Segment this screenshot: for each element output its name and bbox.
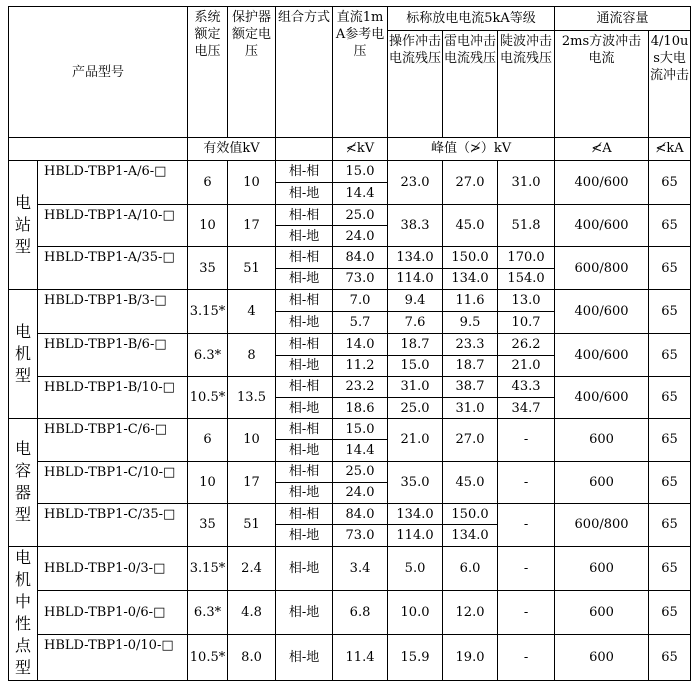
model-cell: HBLD-TBP1-0/6-□ bbox=[38, 590, 188, 634]
steep-cell: - bbox=[498, 635, 555, 681]
dc-ref-cell: 6.8 bbox=[333, 590, 388, 634]
steep-cell: - bbox=[498, 419, 555, 461]
square-wave-cell: 600/800 bbox=[555, 247, 649, 289]
big-current-cell: 65 bbox=[649, 546, 691, 590]
steep-cell: - bbox=[498, 504, 555, 546]
big-current-cell: 65 bbox=[649, 419, 691, 461]
square-wave-cell: 400/600 bbox=[555, 160, 649, 204]
system-voltage-cell: 6 bbox=[188, 160, 228, 204]
system-voltage-cell: 10.5* bbox=[188, 635, 228, 681]
header-flow-group: 通流容量 bbox=[555, 7, 691, 31]
category-motor-neutral: 电机中性点型 bbox=[9, 546, 38, 680]
combination-cell: 相-相 bbox=[276, 247, 333, 268]
steep-cell: 43.3 bbox=[498, 376, 555, 397]
big-current-cell: 65 bbox=[649, 160, 691, 204]
combination-cell: 相-相 bbox=[276, 289, 333, 311]
header-square-wave: 2ms方波冲击电流 bbox=[555, 31, 649, 138]
switching-cell: 23.0 bbox=[388, 160, 443, 204]
steep-cell: 170.0 bbox=[498, 247, 555, 268]
lightning-cell: 45.0 bbox=[443, 461, 498, 503]
switching-cell: 134.0 bbox=[388, 247, 443, 268]
combination-cell: 相-地 bbox=[276, 635, 333, 681]
combination-cell: 相-地 bbox=[276, 546, 333, 590]
lightning-cell: 150.0 bbox=[443, 247, 498, 268]
protector-voltage-cell: 10 bbox=[228, 419, 276, 461]
dc-ref-cell: 11.2 bbox=[333, 355, 388, 376]
lightning-cell: 12.0 bbox=[443, 590, 498, 634]
header-combination: 组合方式 bbox=[276, 7, 333, 138]
combination-cell: 相-相 bbox=[276, 504, 333, 525]
combination-cell: 相-相 bbox=[276, 461, 333, 482]
model-cell: HBLD-TBP1-C/6-□ bbox=[38, 419, 188, 461]
lightning-cell: 11.6 bbox=[443, 289, 498, 311]
switching-cell: 15.9 bbox=[388, 635, 443, 681]
model-cell: HBLD-TBP1-0/10-□ bbox=[38, 635, 188, 681]
switching-cell: 31.0 bbox=[388, 376, 443, 397]
dc-ref-cell: 25.0 bbox=[333, 461, 388, 482]
square-wave-cell: 600 bbox=[555, 461, 649, 503]
lightning-cell: 19.0 bbox=[443, 635, 498, 681]
combination-cell: 相-相 bbox=[276, 419, 333, 440]
steep-cell: 26.2 bbox=[498, 334, 555, 355]
system-voltage-cell: 10 bbox=[188, 205, 228, 247]
category-station: 电站型 bbox=[9, 160, 38, 289]
combination-cell: 相-地 bbox=[276, 397, 333, 418]
square-wave-cell: 600 bbox=[555, 419, 649, 461]
dc-ref-cell: 84.0 bbox=[333, 504, 388, 525]
lightning-cell: 31.0 bbox=[443, 397, 498, 418]
model-cell: HBLD-TBP1-A/6-□ bbox=[38, 160, 188, 204]
switching-cell: 114.0 bbox=[388, 525, 443, 546]
unit-peak: 峰值（≯）kV bbox=[388, 138, 555, 160]
protector-voltage-cell: 13.5 bbox=[228, 376, 276, 418]
protector-voltage-cell: 8.0 bbox=[228, 635, 276, 681]
steep-cell: 21.0 bbox=[498, 355, 555, 376]
dc-ref-cell: 24.0 bbox=[333, 226, 388, 247]
dc-ref-cell: 14.0 bbox=[333, 334, 388, 355]
big-current-cell: 65 bbox=[649, 590, 691, 634]
dc-ref-cell: 25.0 bbox=[333, 205, 388, 226]
model-cell: HBLD-TBP1-C/10-□ bbox=[38, 461, 188, 503]
square-wave-cell: 600 bbox=[555, 590, 649, 634]
lightning-cell: 23.3 bbox=[443, 334, 498, 355]
switching-cell: 35.0 bbox=[388, 461, 443, 503]
switching-cell: 9.4 bbox=[388, 289, 443, 311]
square-wave-cell: 400/600 bbox=[555, 289, 649, 333]
square-wave-cell: 600 bbox=[555, 635, 649, 681]
model-cell: HBLD-TBP1-0/3-□ bbox=[38, 546, 188, 590]
system-voltage-cell: 35 bbox=[188, 247, 228, 289]
combination-cell: 相-相 bbox=[276, 205, 333, 226]
square-wave-cell: 400/600 bbox=[555, 334, 649, 376]
unit-a: ≮A bbox=[555, 138, 649, 160]
spec-table bbox=[8, 6, 691, 681]
lightning-cell: 45.0 bbox=[443, 205, 498, 247]
big-current-cell: 65 bbox=[649, 461, 691, 503]
header-steep-residual: 陡波冲击电流残压 bbox=[498, 31, 555, 138]
combination-cell: 相-地 bbox=[276, 525, 333, 546]
square-wave-cell: 600/800 bbox=[555, 504, 649, 546]
big-current-cell: 65 bbox=[649, 205, 691, 247]
dc-ref-cell: 14.4 bbox=[333, 182, 388, 204]
lightning-cell: 9.5 bbox=[443, 312, 498, 334]
model-cell: HBLD-TBP1-C/35-□ bbox=[38, 504, 188, 546]
model-cell: HBLD-TBP1-A/10-□ bbox=[38, 205, 188, 247]
combination-cell: 相-地 bbox=[276, 482, 333, 503]
dc-ref-cell: 11.4 bbox=[333, 635, 388, 681]
dc-ref-cell: 23.2 bbox=[333, 376, 388, 397]
dc-ref-cell: 3.4 bbox=[333, 546, 388, 590]
header-lightning-residual: 雷电冲击电流残压 bbox=[443, 31, 498, 138]
system-voltage-cell: 10.5* bbox=[188, 376, 228, 418]
square-wave-cell: 400/600 bbox=[555, 376, 649, 418]
switching-cell: 134.0 bbox=[388, 504, 443, 525]
header-product-model: 产品型号 bbox=[9, 7, 188, 138]
category-motor: 电机型 bbox=[9, 289, 38, 418]
protector-voltage-cell: 17 bbox=[228, 461, 276, 503]
system-voltage-cell: 6.3* bbox=[188, 590, 228, 634]
combination-cell: 相-地 bbox=[276, 182, 333, 204]
dc-ref-cell: 73.0 bbox=[333, 525, 388, 546]
header-big-current: 4/10us大电流冲击 bbox=[649, 31, 691, 138]
unit-dc: ≮kV bbox=[333, 138, 388, 160]
protector-voltage-cell: 2.4 bbox=[228, 546, 276, 590]
big-current-cell: 65 bbox=[649, 376, 691, 418]
protector-voltage-cell: 17 bbox=[228, 205, 276, 247]
protector-voltage-cell: 4 bbox=[228, 289, 276, 333]
square-wave-cell: 600 bbox=[555, 546, 649, 590]
category-capacitor: 电容器型 bbox=[9, 419, 38, 546]
header-protector-voltage: 保护器额定电压 bbox=[228, 7, 276, 138]
model-cell: HBLD-TBP1-B/3-□ bbox=[38, 289, 188, 333]
big-current-cell: 65 bbox=[649, 635, 691, 681]
lightning-cell: 6.0 bbox=[443, 546, 498, 590]
big-current-cell: 65 bbox=[649, 334, 691, 376]
steep-cell: - bbox=[498, 461, 555, 503]
switching-cell: 38.3 bbox=[388, 205, 443, 247]
system-voltage-cell: 3.15* bbox=[188, 546, 228, 590]
dc-ref-cell: 24.0 bbox=[333, 482, 388, 503]
steep-cell: - bbox=[498, 590, 555, 634]
dc-ref-cell: 15.0 bbox=[333, 160, 388, 182]
dc-ref-cell: 73.0 bbox=[333, 268, 388, 289]
steep-cell: 34.7 bbox=[498, 397, 555, 418]
lightning-cell: 150.0 bbox=[443, 504, 498, 525]
unit-blank bbox=[9, 138, 188, 160]
protector-voltage-cell: 51 bbox=[228, 504, 276, 546]
lightning-cell: 27.0 bbox=[443, 160, 498, 204]
big-current-cell: 65 bbox=[649, 289, 691, 333]
protector-voltage-cell: 10 bbox=[228, 160, 276, 204]
steep-cell: 51.8 bbox=[498, 205, 555, 247]
square-wave-cell: 400/600 bbox=[555, 205, 649, 247]
steep-cell: 154.0 bbox=[498, 268, 555, 289]
steep-cell: 31.0 bbox=[498, 160, 555, 204]
unit-ka: ≮kA bbox=[649, 138, 691, 160]
system-voltage-cell: 3.15* bbox=[188, 289, 228, 333]
steep-cell: 10.7 bbox=[498, 312, 555, 334]
protector-voltage-cell: 8 bbox=[228, 334, 276, 376]
system-voltage-cell: 6.3* bbox=[188, 334, 228, 376]
unit-blank-combination bbox=[276, 138, 333, 160]
system-voltage-cell: 35 bbox=[188, 504, 228, 546]
system-voltage-cell: 6 bbox=[188, 419, 228, 461]
dc-ref-cell: 7.0 bbox=[333, 289, 388, 311]
protector-voltage-cell: 51 bbox=[228, 247, 276, 289]
steep-cell: - bbox=[498, 546, 555, 590]
header-dc-reference-voltage: 直流1mA参考电压 bbox=[333, 7, 388, 138]
combination-cell: 相-相 bbox=[276, 334, 333, 355]
switching-cell: 18.7 bbox=[388, 334, 443, 355]
model-cell: HBLD-TBP1-B/6-□ bbox=[38, 334, 188, 376]
combination-cell: 相-地 bbox=[276, 268, 333, 289]
lightning-cell: 38.7 bbox=[443, 376, 498, 397]
lightning-cell: 134.0 bbox=[443, 268, 498, 289]
protector-voltage-cell: 4.8 bbox=[228, 590, 276, 634]
combination-cell: 相-地 bbox=[276, 355, 333, 376]
switching-cell: 7.6 bbox=[388, 312, 443, 334]
switching-cell: 25.0 bbox=[388, 397, 443, 418]
lightning-cell: 134.0 bbox=[443, 525, 498, 546]
big-current-cell: 65 bbox=[649, 504, 691, 546]
dc-ref-cell: 15.0 bbox=[333, 419, 388, 440]
big-current-cell: 65 bbox=[649, 247, 691, 289]
combination-cell: 相-地 bbox=[276, 312, 333, 334]
combination-cell: 相-地 bbox=[276, 440, 333, 461]
header-switching-residual: 操作冲击电流残压 bbox=[388, 31, 443, 138]
system-voltage-cell: 10 bbox=[188, 461, 228, 503]
model-cell: HBLD-TBP1-A/35-□ bbox=[38, 247, 188, 289]
combination-cell: 相-地 bbox=[276, 226, 333, 247]
dc-ref-cell: 14.4 bbox=[333, 440, 388, 461]
dc-ref-cell: 5.7 bbox=[333, 312, 388, 334]
switching-cell: 5.0 bbox=[388, 546, 443, 590]
dc-ref-cell: 84.0 bbox=[333, 247, 388, 268]
switching-cell: 21.0 bbox=[388, 419, 443, 461]
combination-cell: 相-相 bbox=[276, 376, 333, 397]
combination-cell: 相-相 bbox=[276, 160, 333, 182]
combination-cell: 相-地 bbox=[276, 590, 333, 634]
header-nominal-group: 标称放电电流5kA等级 bbox=[388, 7, 555, 31]
lightning-cell: 18.7 bbox=[443, 355, 498, 376]
switching-cell: 114.0 bbox=[388, 268, 443, 289]
header-system-voltage: 系统额定电压 bbox=[188, 7, 228, 138]
model-cell: HBLD-TBP1-B/10-□ bbox=[38, 376, 188, 418]
switching-cell: 15.0 bbox=[388, 355, 443, 376]
switching-cell: 10.0 bbox=[388, 590, 443, 634]
steep-cell: 13.0 bbox=[498, 289, 555, 311]
unit-effective: 有效值kV bbox=[188, 138, 276, 160]
dc-ref-cell: 18.6 bbox=[333, 397, 388, 418]
lightning-cell: 27.0 bbox=[443, 419, 498, 461]
